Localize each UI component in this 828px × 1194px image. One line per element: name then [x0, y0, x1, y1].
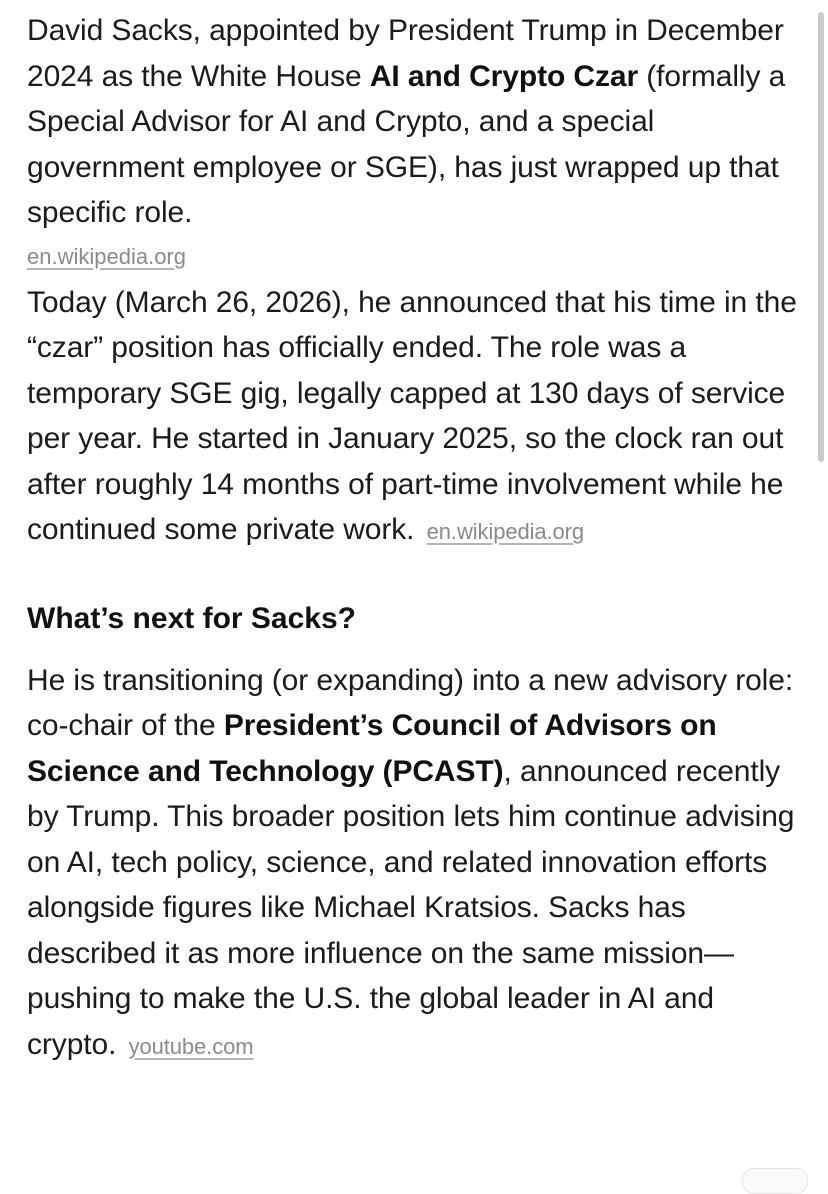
scrollbar[interactable] [818, 12, 824, 462]
paragraph-text: He is transitioning (or expanding) into a new advisory role: co-chair of the [27, 663, 794, 742]
response-content [27, 8, 802, 1069]
paragraph-role-summary [27, 8, 802, 236]
bold-council-name: President’s Council of Advisors on Science and Technology (PCAST) [27, 709, 717, 788]
source-link-youtube[interactable]: youtube.com [128, 1033, 254, 1059]
scroll-down-button[interactable] [742, 1168, 808, 1194]
source-link-wikipedia[interactable]: en.wikipedia.org [426, 519, 585, 544]
paragraph-text: (formally a Special Advisor for AI and Crypto, and a special government employee or SGE), has just wrapped up that specific role. [27, 59, 786, 229]
paragraph-text: Today (March 26, 2026), he announced that his time in the “czar” position has officially ended. The role was a temporary SGE gig, legally capped at 130 days of service per year. He started in January 2025, so the clock ran out after roughly 14 months of part-time involvement while he continued some private work. [27, 285, 797, 546]
paragraph-text: David Sacks, appointed by President Trump in December 2024 as the White House [27, 14, 784, 93]
source-link-wikipedia[interactable]: en.wikipedia.org [27, 243, 186, 269]
bold-role-title: AI and Crypto Czar [369, 59, 639, 93]
paragraph-role-ended [27, 280, 802, 555]
paragraph-text: , announced recently by Trump. This broader position lets him continue advising on AI, tech policy, science, and related innovation efforts alongside figures like Michael Kratsios. Sacks has described it as more influence on the same mission—pushing to make the U.S. the global leader in AI and crypto. [27, 754, 795, 1061]
section-heading: What’s next for Sacks? [27, 601, 356, 635]
paragraph-next-role [27, 658, 802, 1070]
